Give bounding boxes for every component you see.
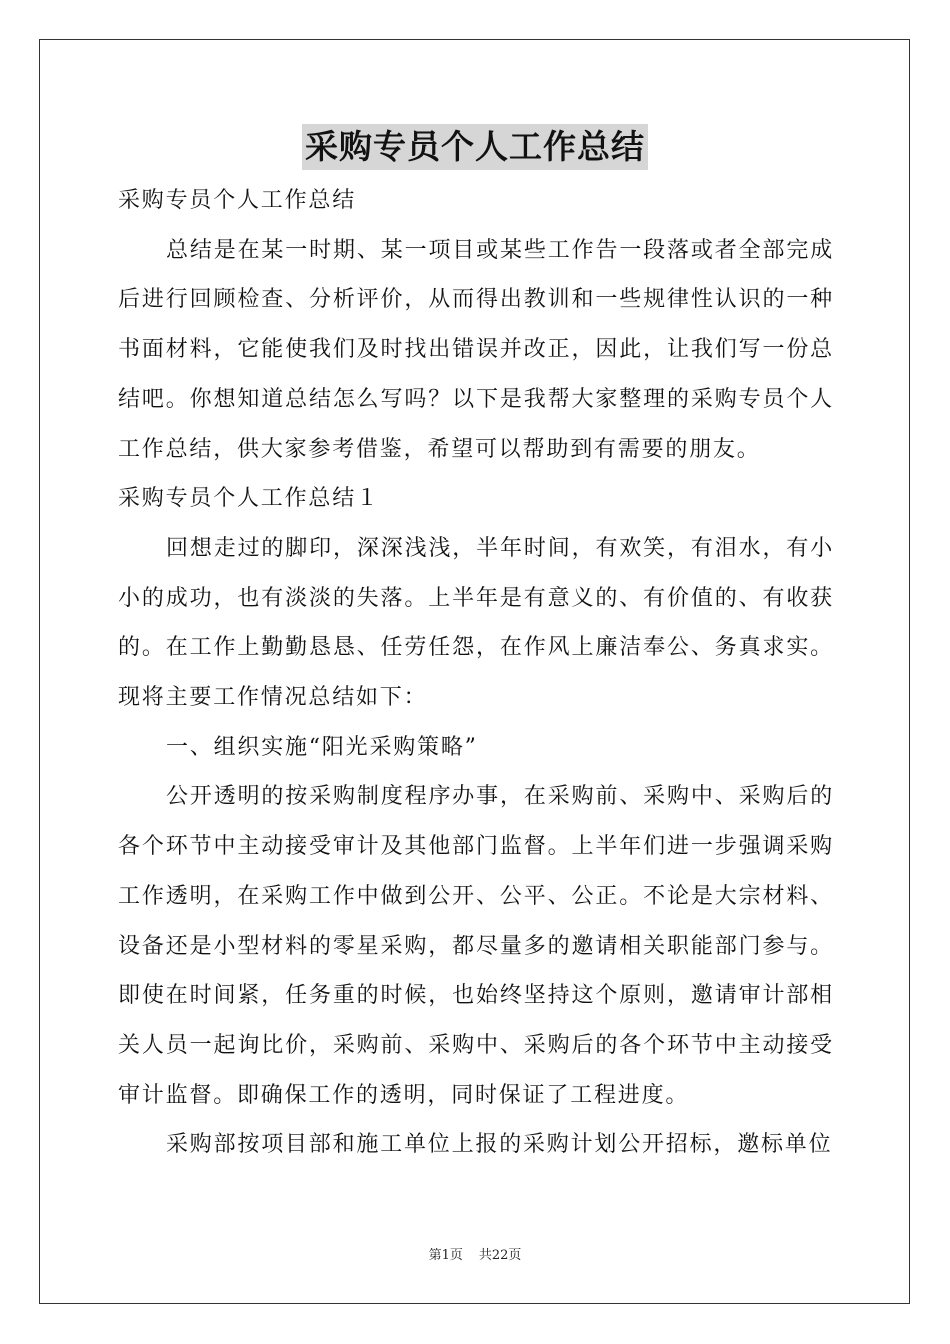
- document-title: 采购专员个人工作总结: [302, 124, 648, 170]
- subsection-heading: 一、组织实施“阳光采购策略”: [166, 734, 478, 760]
- paragraph: 采购部按项目部和施工单位上报的采购计划公开招标，邀标单位: [166, 1132, 833, 1158]
- paragraph: 采购专员个人工作总结: [118, 188, 357, 213]
- page-footer: [0, 1247, 950, 1265]
- paragraph: 总结是在某一时期、某一项目或某些工作告一段落或者全部完成后进行回顾检查、分析评价，从而得出教训和一些规律性认识的一种书面材料，它能使我们及时找出错误并改正，因此，让我们写一份总结吧。你想知道总结怎么写吗？以下是我帮大家整理的采购专员个人工作总结，供大家参考借鉴，希望可以帮助到有需要的朋友。: [118, 237, 834, 462]
- title-container: [0, 124, 950, 170]
- page-number: 第1页: [428, 1248, 463, 1263]
- section-heading: 采购专员个人工作总结１: [118, 486, 380, 512]
- paragraph: 回想走过的脚印，深深浅浅，半年时间，有欢笑，有泪水，有小小的成功，也有淡淡的失落。上半年是有意义的、有价值的、有收获的。在工作上勤勤恳恳、任劳任怨，在作风上廉洁奉公、务真求实。现将主要工作情况总结如下：: [118, 535, 834, 711]
- document-body: [118, 176, 834, 1170]
- paragraph: 公开透明的按采购制度程序办事，在采购前、采购中、采购后的各个环节中主动接受审计及其他部门监督。上半年们进一步强调采购工作透明，在采购工作中做到公开、公平、公正。不论是大宗材料、设备还是小型材料的零星采购，都尽量多的邀请相关职能部门参与。即使在时间紧，任务重的时候，也始终坚持这个原则，邀请审计部相关人员一起询比价，采购前、采购中、采购后的各个环节中主动接受审计监督。即确保工作的透明，同时保证了工程进度。: [118, 784, 834, 1108]
- page-total: 共22页: [478, 1248, 522, 1263]
